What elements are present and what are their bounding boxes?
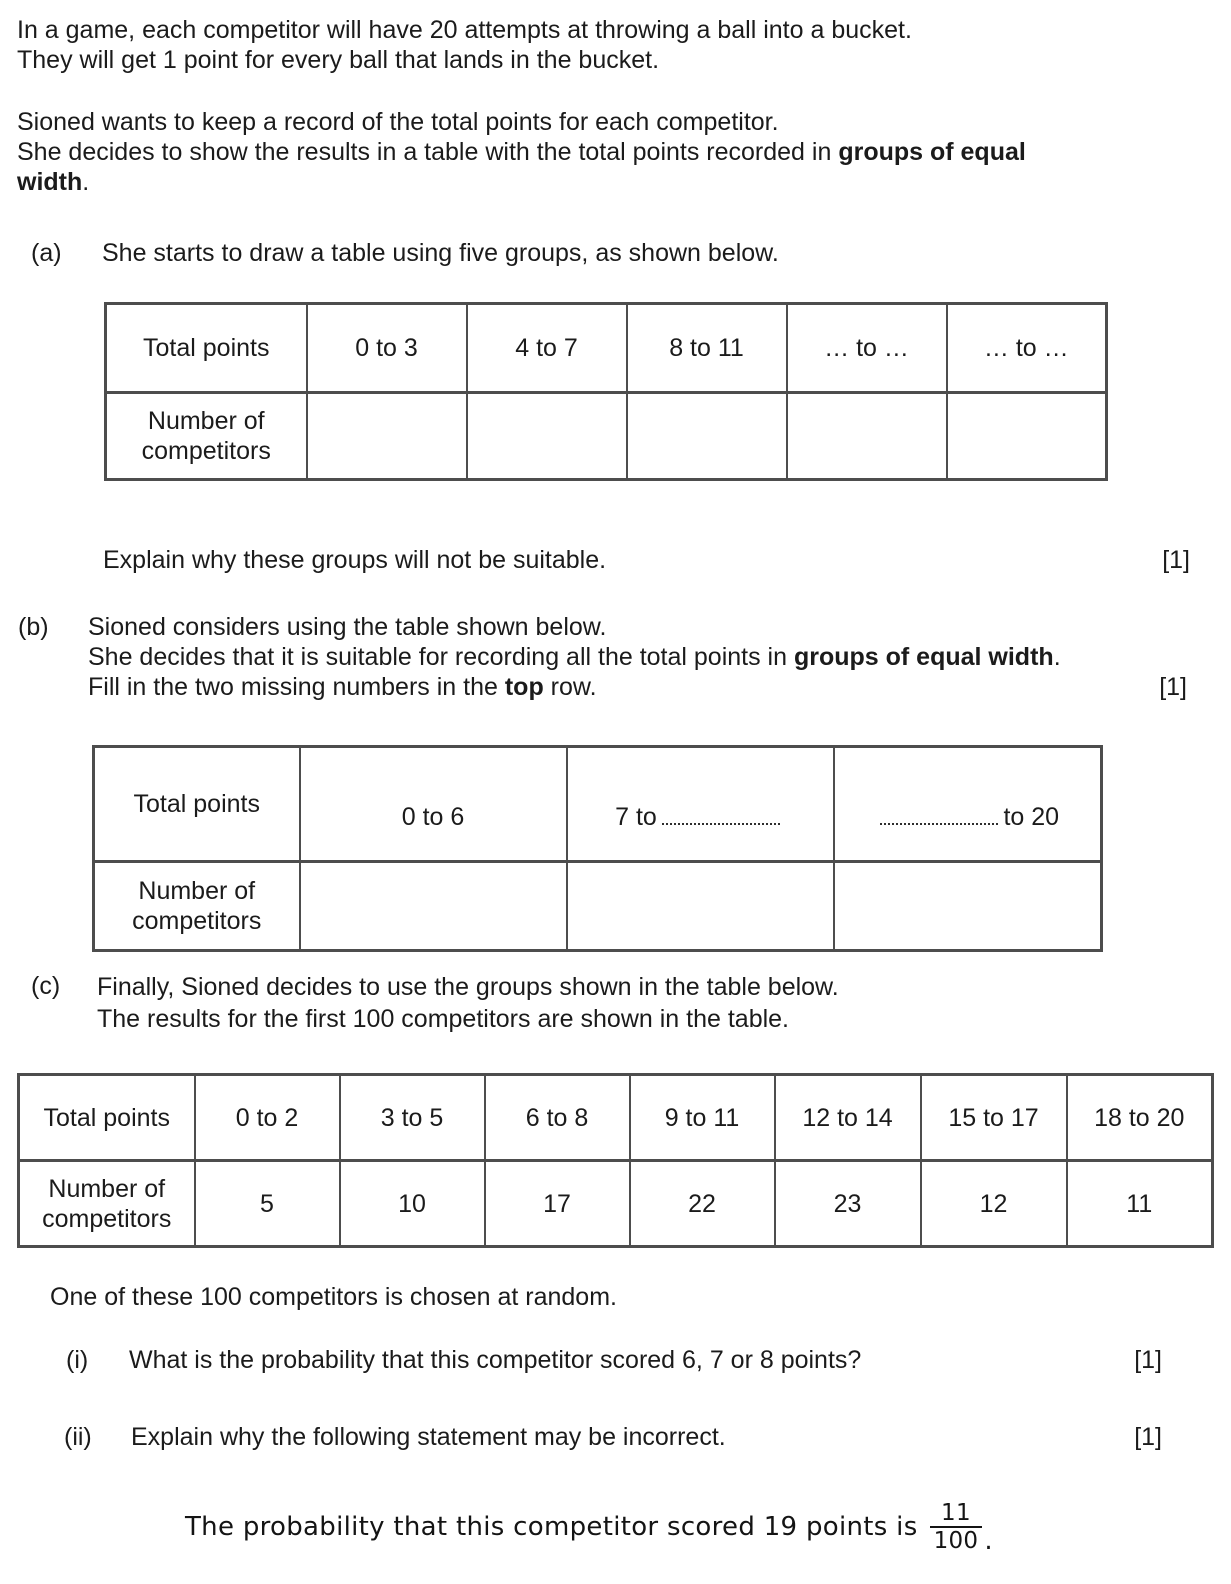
question-ii-marks: [1]: [1134, 1423, 1162, 1451]
table-c-group-cell: 12 to 14: [775, 1075, 921, 1161]
table-b: [92, 745, 1103, 952]
table-c-group-cell: 9 to 11: [630, 1075, 775, 1161]
question-ii-text: Explain why the following statement may be incorrect.: [131, 1423, 726, 1451]
table-a-empty-cell: [307, 393, 467, 480]
table-c-value-cell: 11: [1067, 1161, 1213, 1247]
table-b-empty-cell: [834, 862, 1102, 951]
table-b-group-cell: [834, 747, 1102, 862]
part-b-line-3-text: Fill in the two missing numbers in the: [88, 673, 505, 701]
statement-fraction: [930, 1500, 983, 1554]
table-a-data-row: [106, 393, 1107, 480]
part-c-line-2: The results for the first 100 competitors are shown in the table.: [97, 1005, 790, 1033]
table-a-group-cell: 8 to 11: [627, 304, 787, 393]
intro-paragraph-1: [17, 15, 912, 75]
part-c-followup: One of these 100 competitors is chosen at random.: [50, 1283, 617, 1311]
statement-period: .: [984, 1526, 993, 1556]
table-a: [104, 302, 1108, 481]
part-b-line-3-bold: top: [504, 673, 544, 701]
table-a-row-header-2: Number of competitors: [106, 393, 307, 480]
table-b-row-header-2: Number of competitors: [94, 862, 300, 951]
intro-line-4-text: She decides to show the results in a table with the total points recorded in: [17, 138, 839, 166]
table-b-row-header: Total points: [94, 747, 300, 862]
fraction-denominator: 100: [930, 1526, 983, 1554]
part-b-label: (b): [18, 613, 49, 641]
table-c-row-header-2: Number of competitors: [19, 1161, 195, 1247]
question-ii-label: (ii): [64, 1423, 92, 1451]
question-i-label: (i): [66, 1346, 89, 1374]
table-b-group-cell: [567, 747, 834, 862]
table-a-header-row: [106, 304, 1107, 393]
part-b-line-3-tail: row.: [543, 673, 597, 701]
table-b-empty-cell: [300, 862, 567, 951]
table-c-data-row: [19, 1161, 1213, 1247]
table-a-group-cell: 0 to 3: [307, 304, 467, 393]
statement-text: The probability that this competitor scored 19 points is: [185, 1512, 918, 1542]
table-a-empty-cell: [467, 393, 627, 480]
intro-line-4: [17, 137, 1026, 167]
table-b-data-row: [94, 862, 1102, 951]
table-c-value-cell: 5: [195, 1161, 340, 1247]
part-b-line-3: [88, 672, 1061, 702]
intro-line-5: [17, 167, 1026, 197]
part-b-marks: [1]: [1159, 673, 1187, 701]
part-b-line-2: [88, 642, 1061, 672]
table-c-row-header: Total points: [19, 1075, 195, 1161]
part-a-marks: [1]: [1162, 546, 1190, 574]
table-b-group3-text: to 20: [1003, 803, 1060, 831]
part-a-question: Explain why these groups will not be suitable.: [103, 546, 607, 574]
answer-blank[interactable]: [880, 802, 998, 825]
question-i-text: What is the probability that this competitor scored 6, 7 or 8 points?: [129, 1346, 862, 1374]
table-c-value-cell: 17: [485, 1161, 630, 1247]
table-a-empty-cell: [787, 393, 947, 480]
intro-line-5-period: .: [82, 168, 90, 196]
intro-line-5-bold: width: [17, 168, 83, 196]
table-c-group-cell: 0 to 2: [195, 1075, 340, 1161]
table-b-group-cell: 0 to 6: [300, 747, 567, 862]
part-b-line-1: Sioned considers using the table shown below.: [88, 613, 607, 641]
intro-line-1: In a game, each competitor will have 20 attempts at throwing a ball into a bucket.: [17, 16, 912, 44]
table-c-group-cell: 18 to 20: [1067, 1075, 1213, 1161]
table-a-empty-cell: [627, 393, 787, 480]
fraction-numerator: 11: [941, 1500, 971, 1526]
table-c-value-cell: 12: [921, 1161, 1067, 1247]
intro-paragraph-2: [17, 107, 1026, 197]
part-c-line-1: Finally, Sioned decides to use the groups shown in the table below.: [97, 973, 839, 1001]
table-a-group-cell: … to …: [787, 304, 947, 393]
question-i-marks: [1]: [1134, 1346, 1162, 1374]
table-c-group-cell: 3 to 5: [340, 1075, 485, 1161]
table-c-group-cell: 6 to 8: [485, 1075, 630, 1161]
part-b-text: [88, 612, 1061, 702]
table-c: [17, 1073, 1214, 1248]
answer-blank[interactable]: [662, 802, 780, 825]
part-b-line-2-period: .: [1053, 643, 1061, 671]
part-b-line-2-text: She decides that it is suitable for recording all the total points in: [88, 643, 794, 671]
student-statement: [185, 1482, 993, 1572]
table-a-group-cell: … to …: [947, 304, 1107, 393]
table-c-group-cell: 15 to 17: [921, 1075, 1067, 1161]
table-b-group2-text: 7 to: [615, 803, 657, 831]
table-b-empty-cell: [567, 862, 834, 951]
part-b-line-2-bold: groups of equal width: [793, 643, 1054, 671]
part-a-prompt: She starts to draw a table using five groups, as shown below.: [102, 239, 779, 267]
table-a-empty-cell: [947, 393, 1107, 480]
part-c-label: (c): [31, 972, 61, 1000]
intro-line-4-bold: groups of equal: [838, 138, 1026, 166]
table-b-header-row: [94, 747, 1102, 862]
table-c-value-cell: 10: [340, 1161, 485, 1247]
part-c-text: [97, 971, 839, 1035]
part-a-label: (a): [31, 239, 62, 267]
table-c-header-row: [19, 1075, 1213, 1161]
intro-line-3: Sioned wants to keep a record of the total points for each competitor.: [17, 108, 779, 136]
intro-line-2: They will get 1 point for every ball that lands in the bucket.: [17, 46, 660, 74]
table-a-group-cell: 4 to 7: [467, 304, 627, 393]
table-c-value-cell: 22: [630, 1161, 775, 1247]
table-a-row-header: Total points: [106, 304, 307, 393]
table-c-value-cell: 23: [775, 1161, 921, 1247]
